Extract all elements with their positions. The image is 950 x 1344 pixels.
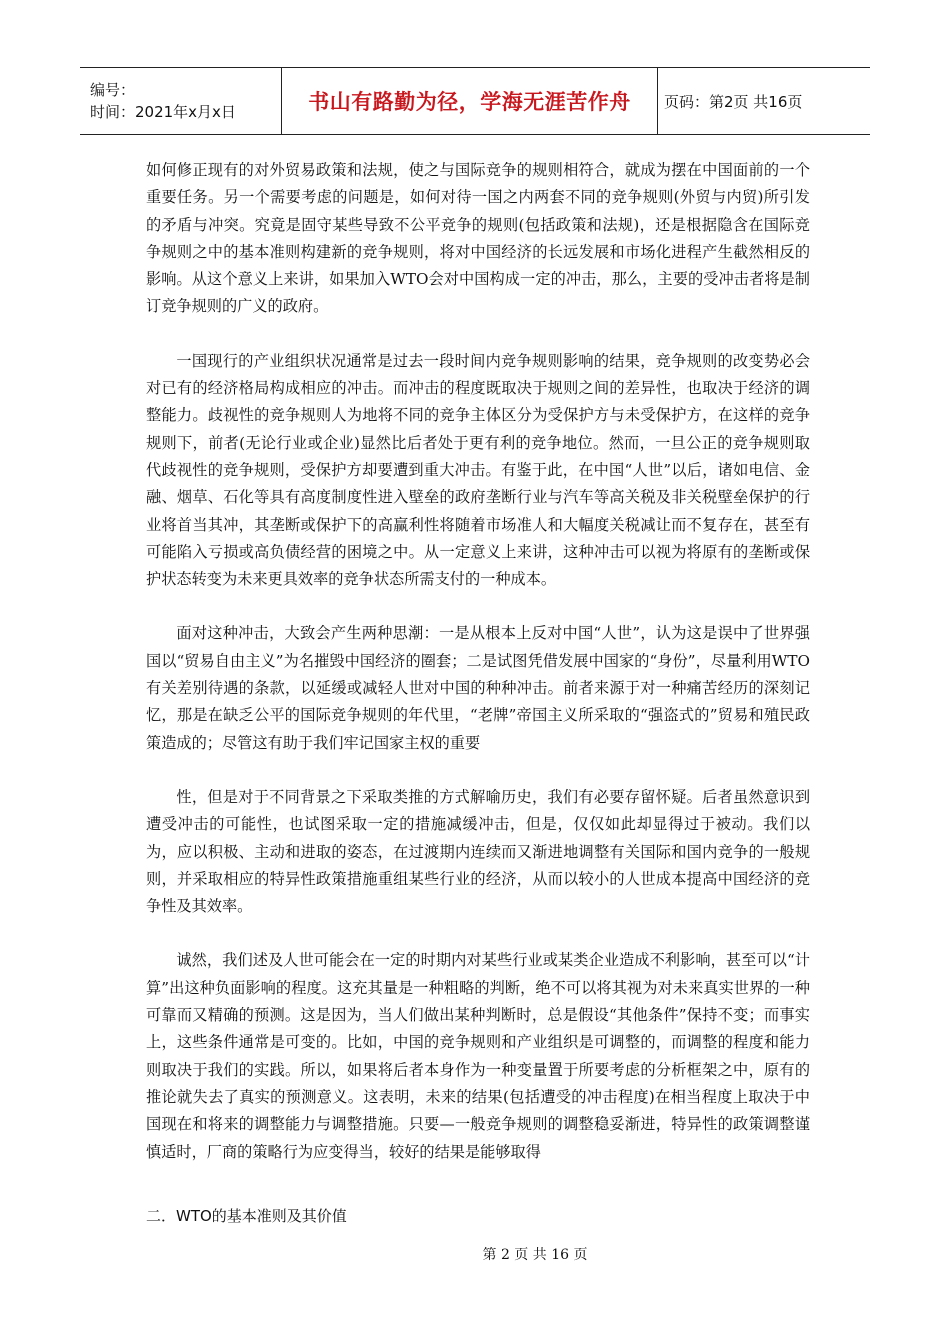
footer-page-number: 第 2 页 共 16 页 (482, 1247, 588, 1263)
header-motto: 书山有路勤为径，学海无涯苦作舟 (282, 68, 658, 134)
paragraph-2: 一国现行的产业组织状况通常是过去一段时间内竞争规则影响的结果，竞争规则的改变势必会对已有的经济格局构成相应的冲击。而冲击的程度既取决于规则之间的差异性，也取决于经济的调整能力。歧视性的竞争规则人为地将不同的竞争主体区分为受保护方与未受保护方，在这样的竞争规则下，前者(无论行业或企业)显然比后者处于更有利的竞争地位。然而，一旦公正的竞争规则取代歧视性的竞争规则，受保护方却要遭到重大冲击。有鉴于此，在中国“人世”以后，诸如电信、金融、烟草、石化等具有高度制度性进入壁垒的政府垄断行业与汽车等高关税及非关税壁垒保护的行业将首当其冲，其垄断或保护下的高赢利性将随着市场准人和大幅度关税减让而不复存在，甚至有可能陷入亏损或高负债经营的困境之中。从一定意义上来讲，这种冲击可以视为将原有的垄断或保护状态转变为未来更具效率的竞争状态所需支付的一种成本。 (146, 351, 810, 589)
paragraph-5: 诚然，我们述及人世可能会在一定的时期内对某些行业或某类企业造成不利影响，甚至可以“计算”出这种负面影响的程度。这充其量是一种粗略的判断，绝不可以将其视为对未来真实世界的一种可靠而又精确的预测。这是因为，当人们做出某种判断时，总是假设“其他条件”保持不变；而事实上，这些条件通常是可变的。比如，中国的竞争规则和产业组织是可调整的，而调整的程度和能力则取决于我们的实践。所以，如果将后者本身作为一种变量置于所要考虑的分析框架之中，原有的推论就失去了真实的预测意义。这表明，未来的结果(包括遭受的冲击程度)在相当程度上取决于中国现在和将来的调整能力与调整措施。只要—一般竞争规则的调整稳妥渐进，特异性的政策调整谨慎适时，厂商的策略行为应变得当，较好的结果是能够取得 (146, 951, 810, 1161)
page-header (80, 67, 870, 135)
paragraph-1: 如何修正现有的对外贸易政策和法规，使之与国际竞争的规则相符合，就成为摆在中国面前的一个重要任务。另一个需要考虑的问题是，如何对待一国之内两套不同的竞争规则(外贸与内贸)所引发的矛盾与冲突。究竟是固守某些导致不公平竞争的规则(包括政策和法规)，还是根据隐含在国际竞争规则之中的基本准则构建新的竞争规则，将对中国经济的长远发展和市场化进程产生截然相反的影响。从这个意义上来讲，如果加入WTO会对中国构成一定的冲击，那么，主要的受冲击者将是制订竞争规则的广义的政府。 (146, 161, 810, 316)
document-time-label: 时间：2021年x月x日 (90, 103, 236, 121)
document-number-label: 编号： (90, 81, 136, 99)
page-footer (0, 1244, 950, 1264)
paragraph-4: 性，但是对于不同背景之下采取类推的方式解喻历史，我们有必要存留怀疑。后者虽然意识到遭受冲击的可能性，也试图采取一定的措施减缓冲击，但是，仅仅如此却显得过于被动。我们以为，应以积极、主动和进取的姿态，在过渡期内连续而又渐进地调整有关国际和国内竞争的一般规则，并采取相应的特异性政策措施重组某些行业的经济，从而以较小的人世成本提高中国经济的竞争性及其效率。 (146, 787, 810, 916)
header-page-number: 页码：第2页 共16页 (664, 92, 803, 111)
body-text (146, 157, 810, 1193)
section-heading: 二．WTO的基本准则及其价值 (146, 1207, 347, 1225)
header-meta (80, 68, 282, 134)
paragraph-3: 面对这种冲击，大致会产生两种思潮：一是从根本上反对中国“人世”，认为这是误中了世界强国以“贸易自由主义”为名摧毁中国经济的圈套；二是试图凭借发展中国家的“身份”，尽量利用WTO有关差别待遇的条款，以延缓或减轻人世对中国的种种冲击。前者来源于对一种痛苦经历的深刻记忆，那是在缺乏公平的国际竞争规则的年代里，“老牌”帝国主义所采取的“强盗式的”贸易和殖民政策造成的；尽管这有助于我们牢记国家主权的重要 (146, 624, 810, 752)
